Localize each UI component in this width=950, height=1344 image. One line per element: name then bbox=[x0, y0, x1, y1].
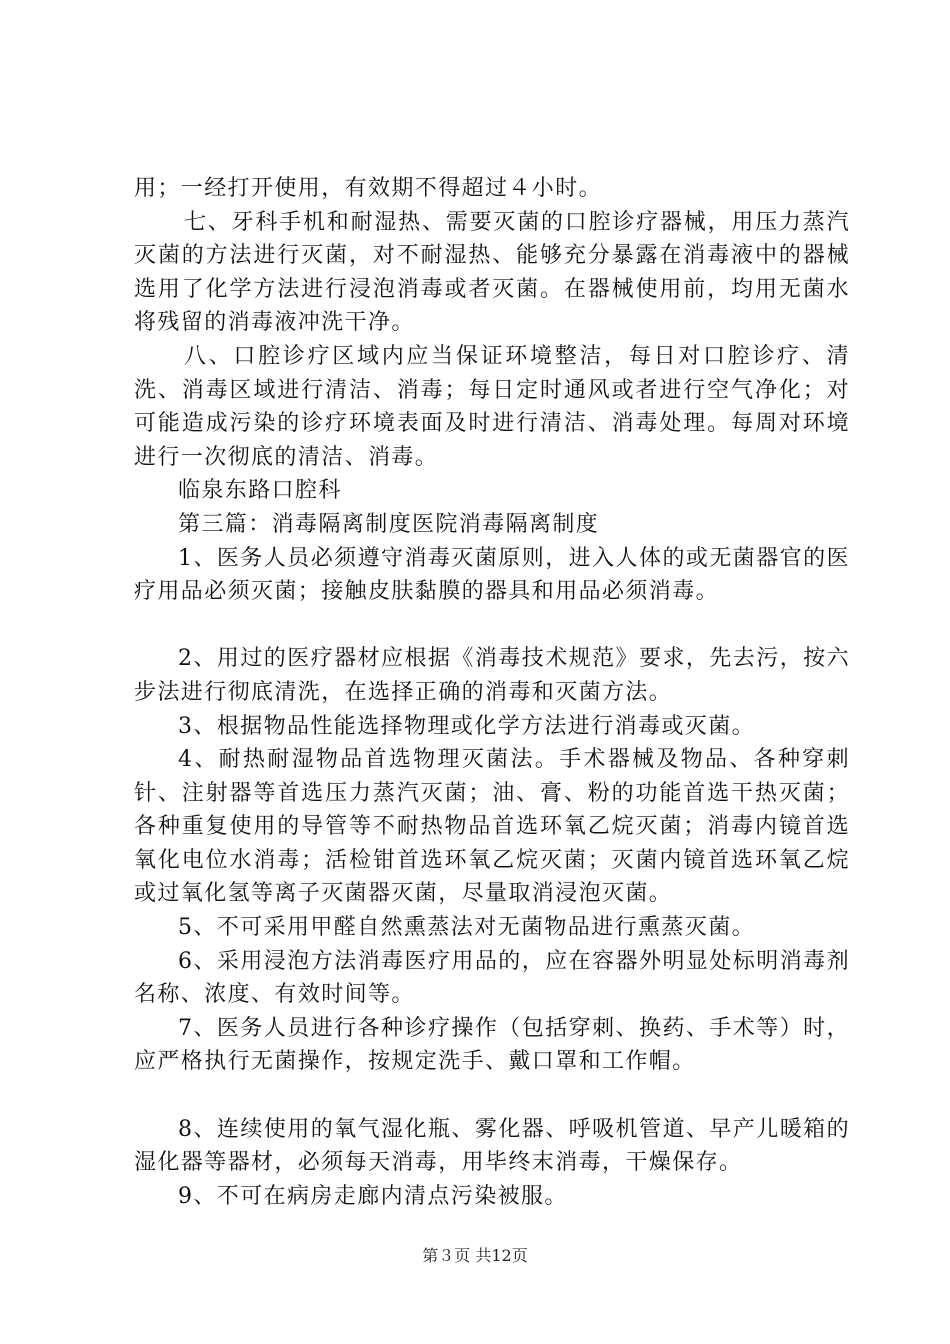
paragraph-item-7: 七、牙科手机和耐湿热、需要灭菌的口腔诊疗器械，用压力蒸汽灭菌的方法进行灭菌，对不耐湿热、能够充分暴露在消毒液中的器械选用了化学方法进行浸泡消毒或者灭菌。在器械使用前，均用无菌水将残留的消毒液冲洗干净。 bbox=[134, 209, 850, 336]
rule-2: 2、用过的医疗器材应根据《消毒技术规范》要求，先去污，按六步法进行彻底清洗，在选择正确的消毒和灭菌方法。 bbox=[134, 646, 850, 705]
rule-4: 4、耐热耐湿物品首选物理灭菌法。手术器械及物品、各种穿刺针、注射器等首选压力蒸汽灭菌；油、膏、粉的功能首选干热灭菌；各种重复使用的导管等不耐热物品首选环氧乙烷灭菌；消毒内镜首选氧化电位水消毒；活检钳首选环氧乙烷灭菌；灭菌内镜首选环氧乙烷或过氧化氢等离子灭菌器灭菌，尽量取消浸泡灭菌。 bbox=[134, 747, 850, 907]
rule-5: 5、不可采用甲醛自然熏蒸法对无菌物品进行熏蒸灭菌。 bbox=[178, 915, 755, 941]
page-number-footer: 第３页 共12页 bbox=[422, 1246, 528, 1265]
rule-8: 8、连续使用的氧气湿化瓶、雾化器、呼吸机管道、早产儿暖箱的湿化器等器材，必须每天消毒，用毕终末消毒，干燥保存。 bbox=[134, 1116, 850, 1176]
paragraph-continuation: 用；一经打开使用，有效期不得超过４小时。 bbox=[134, 176, 603, 201]
rule-6: 6、采用浸泡方法消毒医疗用品的，应在容器外明显处标明消毒剂名称、浓度、有效时间等。 bbox=[134, 948, 850, 1008]
document-body bbox=[134, 172, 850, 1213]
paragraph-item-8: 八、口腔诊疗区域内应当保证环境整洁，每日对口腔诊疗、清洗、消毒区域进行清洁、消毒；每日定时通风或者进行空气净化；对可能造成污染的诊疗环境表面及时进行清洁、消毒处理。每周对环境进行一次彻底的清洁、消毒。 bbox=[134, 343, 850, 470]
department-name: 临泉东路口腔科 bbox=[178, 478, 342, 504]
section-title: 第三篇：消毒隔离制度医院消毒隔离制度 bbox=[178, 511, 600, 537]
rule-3: 3、根据物品性能选择物理或化学方法进行消毒或灭菌。 bbox=[178, 713, 755, 739]
rule-7: 7、医务人员进行各种诊疗操作（包括穿刺、换药、手术等）时，应严格执行无菌操作，按规定洗手、戴口罩和工作帽。 bbox=[134, 1015, 850, 1075]
rule-1: 1、医务人员必须遵守消毒灭菌原则，进入人体的或无菌器官的医疗用品必须灭菌；接触皮肤黏膜的器具和用品必须消毒。 bbox=[134, 545, 850, 605]
rule-9: 9、不可在病房走廊内清点污染被服。 bbox=[178, 1183, 568, 1209]
